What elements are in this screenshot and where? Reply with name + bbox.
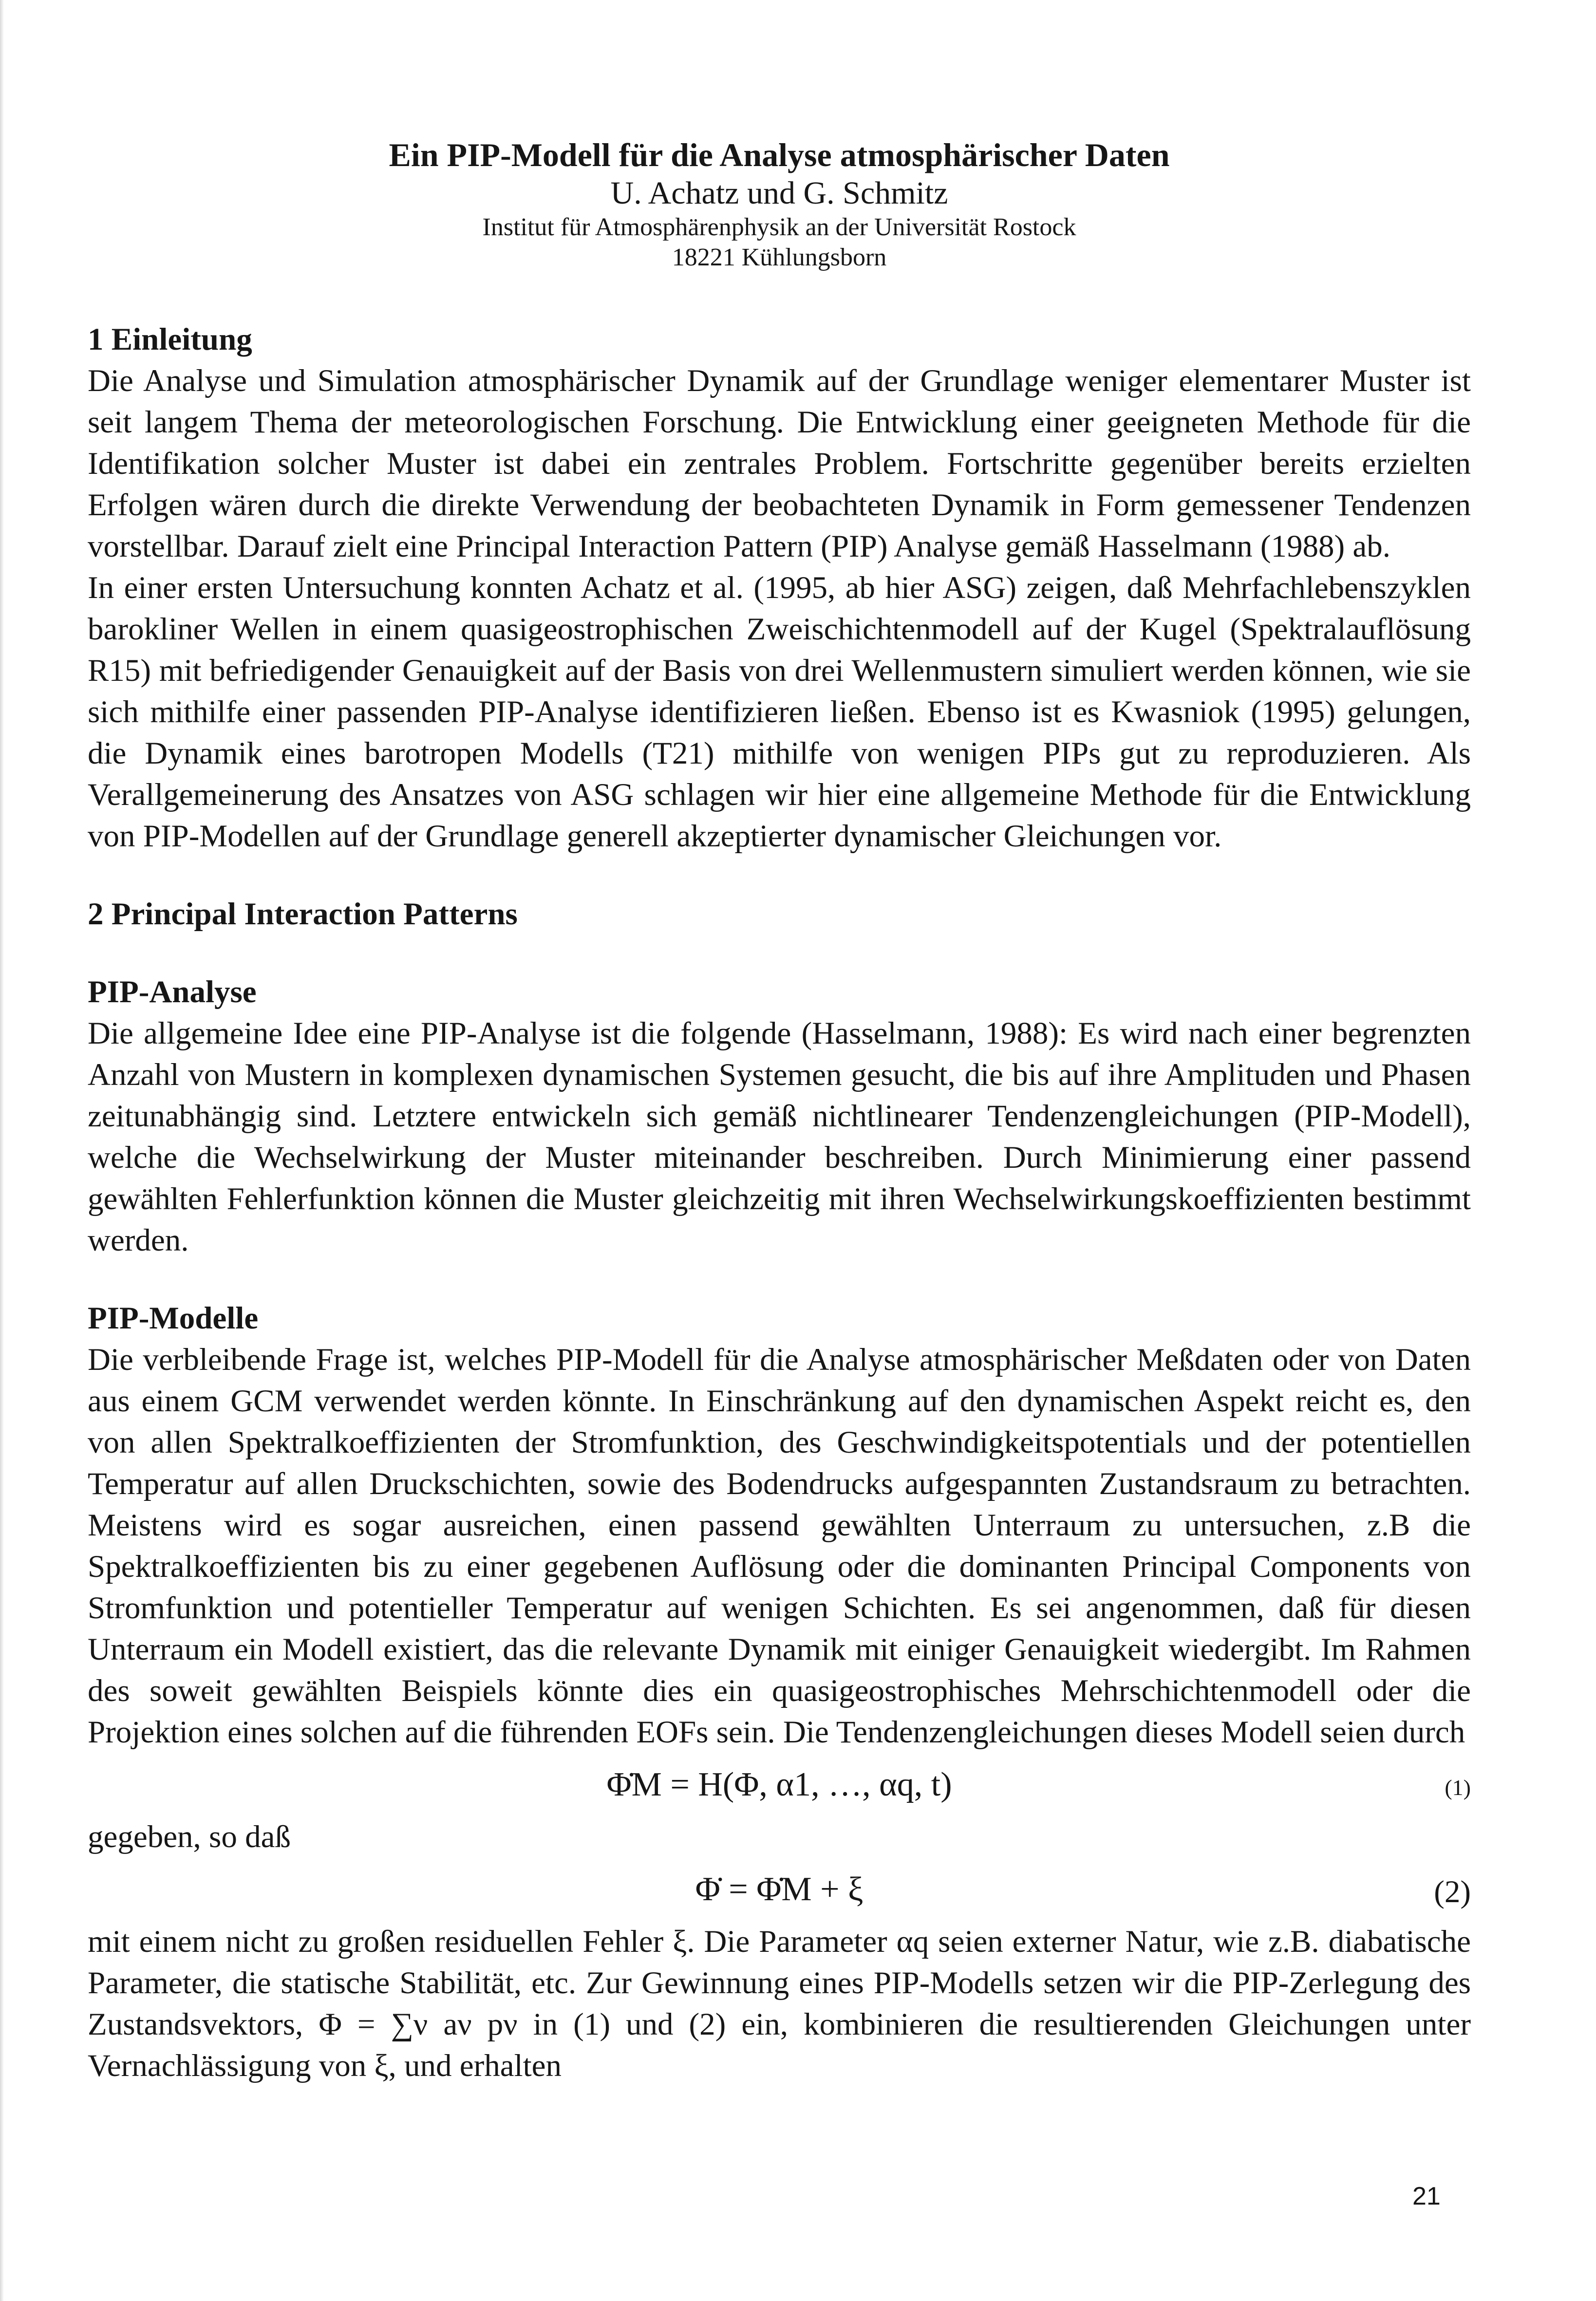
paper-header (88, 135, 1471, 273)
paragraph-pip-decomposition: mit einem nicht zu großen residuellen Fehler ξ. Die Parameter αq seien externer Natur, wie z.B. diabatische Parameter, die statische Stabilität, etc. Zur Gewinnung eines PIP-Modells setzen wir die PIP-Zerlegung des Zustandsvektors, Φ = ∑ν aν pν in (1) und (2) ein, kombinieren die resultierenden Gleichungen unter Vernachlässigung von ξ, und erhalten (88, 1924, 1471, 2083)
paper-authors: U. Achatz und G. Schmitz (610, 175, 948, 211)
paragraph-pip-modelle: Die verbleibende Frage ist, welches PIP-Modell für die Analyse atmosphärischer Meßdaten oder von Daten aus einem GCM verwendet werden könnte. In Einschränkung auf den dynamischen Aspekt reicht es, den von allen Spektralkoeffizienten der Stromfunktion, des Geschwindigkeitspotentials und der potentiellen Temperatur auf allen Druckschichten, sowie des Bodendrucks aufgespannten Zustandsraum zu betrachten. Meistens wird es sogar ausreichen, einen passend gewählten Unterraum zu untersuchen, z.B die Spektralkoeffizienten bis zu einer gegebenen Auflösung oder die dominanten Principal Components von Stromfunktion und potentieller Temperatur auf wenigen Schichten. Es sei angenommen, daß für diesen Unterraum ein Modell existiert, das die relevante Dynamik mit einiger Genauigkeit wiedergibt. Im Rahmen des soweit gewählten Beispiels könnte dies ein quasigeostrophisches Mehrschichtenmodell oder die Projektion eines solchen auf die führenden EOFs sein. Die Tendenzengleichungen dieses Modell seien durch (88, 1342, 1471, 1750)
subheading-pip-analyse: PIP-Analyse (88, 974, 257, 1010)
paper-title: Ein PIP-Modell für die Analyse atmosphärischer Daten (389, 136, 1170, 173)
section-heading-pip: 2 Principal Interaction Patterns (88, 897, 518, 932)
paper-institute: Institut für Atmosphärenphysik an der Universität Rostock (482, 213, 1076, 241)
paragraph-intro-1: Die Analyse und Simulation atmosphärischer Dynamik auf der Grundlage weniger elementarer Muster ist seit langem Thema der meteorologischen Forschung. Die Entwicklung einer geeigneten Methode für die Identifikation solcher Muster ist dabei ein zentrales Problem. Fortschritte gegenüber bereits erzielten Erfolgen wären durch die direkte Verwendung der beobachteten Dynamik in Form gemessener Tendenzen vorstellbar. Darauf zielt eine Principal Interaction Pattern (PIP) Analyse gemäß Hasselmann (1988) ab. (88, 363, 1471, 564)
equation-2-number: (2) (1434, 1874, 1471, 1909)
page-number: 21 (1412, 2182, 1441, 2210)
subheading-pip-modelle: PIP-Modelle (88, 1301, 259, 1336)
paragraph-pip-analyse: Die allgemeine Idee eine PIP-Analyse ist die folgende (Hasselmann, 1988): Es wird nach einer begrenzten Anzahl von Mustern in komplexen dynamischen Systemen gesucht, die bis auf ihre Amplituden und Phasen zeitunabhängig sind. Letztere entwickeln sich gemäß nichtlinearer Tendenzengleichungen (PIP-Modell), welche die Wechselwirkung der Muster miteinander beschreiben. Durch Minimierung einer passend gewählten Fehlerfunktion können die Muster gleichzeitig mit ihren Wechselwirkungskoeffizienten bestimmt werden. (88, 1016, 1471, 1258)
page-binding-edge (0, 0, 4, 2301)
equation-1-number: (1) (1445, 1775, 1471, 1800)
equation-2-formula: Φ̇ = Φ̇M + ξ (695, 1871, 864, 1908)
paragraph-intro-2: In einer ersten Untersuchung konnten Achatz et al. (1995, ab hier ASG) zeigen, daß Mehrfachlebenszyklen barokliner Wellen in einem quasigeostrophischen Zweischichtenmodell auf der Kugel (Spektralauflösung R15) mit befriedigender Genauigkeit auf der Basis von drei Wellenmustern simuliert werden können, wie sie sich mithilfe einer passenden PIP-Analyse identifizieren ließen. Ebenso ist es Kwasniok (1995) gelungen, die Dynamik eines barotropen Modells (T21) mithilfe von wenigen PIPs gut zu reproduzieren. Als Verallgemeinerung des Ansatzes von ASG schlagen wir hier eine allgemeine Methode für die Entwicklung von PIP-Modellen auf der Grundlage generell akzeptierter dynamischer Gleichungen vor. (88, 570, 1471, 854)
section-heading-einleitung: 1 Einleitung (88, 322, 252, 357)
paragraph-between-equations: gegeben, so daß (88, 1819, 291, 1854)
equation-2 (88, 1858, 1471, 1921)
paper-address: 18221 Kühlungsborn (672, 243, 887, 271)
paper-body (88, 319, 1471, 2087)
equation-1 (88, 1753, 1471, 1816)
equation-1-formula: Φ̇M = H(Φ, α1, …, αq, t) (606, 1766, 952, 1803)
